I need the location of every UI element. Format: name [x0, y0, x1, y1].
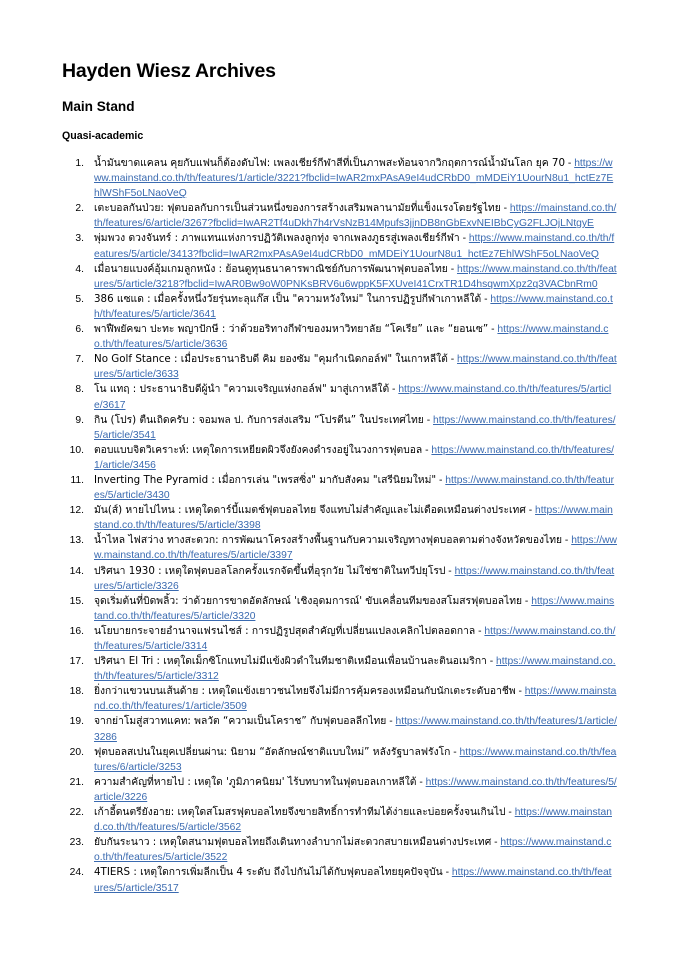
title-url-separator: -: [522, 595, 532, 607]
title-url-separator: -: [515, 686, 525, 698]
article-link[interactable]: https://www.mainstand.co.th/th/features/5/article/3541: [94, 414, 616, 441]
title-url-separator: -: [525, 505, 536, 517]
list-item-number: 12.: [69, 505, 84, 517]
article-title: ยับกันระนาว : เหตุใดสนามฟุตบอลไทยถึงเดินทางลำบากไม่สะดวกสบายเหมือนต่างประเทศ: [94, 836, 492, 849]
title-url-separator: -: [500, 203, 510, 215]
list-item-number: 4.: [75, 263, 84, 275]
title-url-separator: -: [505, 807, 515, 819]
list-item-number: 15.: [69, 595, 84, 607]
list-item: [62, 805, 617, 835]
title-url-separator: -: [447, 263, 457, 275]
list-item-body: [94, 594, 617, 624]
list-item: [62, 745, 617, 775]
list-item: [62, 775, 617, 805]
list-item-number: 2.: [75, 203, 84, 215]
list-item-number: 6.: [75, 324, 84, 336]
article-link[interactable]: https://www.mainstand.co.th/th/features/5/article/3517: [94, 867, 612, 894]
list-item: [62, 201, 617, 231]
title-url-separator: -: [386, 716, 396, 728]
list-item-body: [94, 262, 617, 292]
article-link[interactable]: https://www.mainstand.co.th/th/features/5/article/3641: [94, 293, 613, 320]
article-link[interactable]: https://www.mainstand.co.th/th/features/6/article/3253: [94, 746, 617, 773]
article-title: น้ำมันขาดแคลน คุยกับแฟนก็ต้องดับไฟ: เพลงเชียร์กีฬาสีที่เป็นภาพสะท้อนจากวิกฤตการณ์น้ำมันโลก ยุค 70: [94, 157, 566, 169]
list-item: [62, 564, 617, 594]
article-title: ฟุตบอลสเปนในยุคเปลี่ยนผ่าน: นิยาม “อัตลักษณ์ชาติแบบใหม่” หลังรัฐบาลฟรังโก: [94, 745, 451, 758]
list-item-body: [94, 714, 617, 744]
article-title: โน แทฤ : ประธานาธิบดีผู้นำ "ความเจริญแห่งกอล์ฟ" มาสู่เกาหลีใต้: [94, 383, 390, 396]
list-item-number: 1.: [75, 158, 84, 169]
article-title: พาฬืพยัคฆา ปะทะ พญาปักษี : ว่าด้วยอริทางกีฬาของมหาวิทยาลัย “โคเรีย” และ “ยอนเซ”: [94, 323, 489, 336]
article-title: 4TIERS : เหตุใดการเพิ่มลีกเป็น 4 ระดับ ถึงไปกันไม่ได้กับฟุตบอลไทยยุคปัจจุบัน: [94, 866, 443, 879]
article-link[interactable]: https://www.mainstand.co.th/th/features/5/article/3312: [94, 656, 616, 683]
title-url-separator: -: [488, 324, 498, 336]
list-item-body: [94, 805, 617, 835]
list-item-number: 20.: [69, 746, 84, 758]
article-title: 386 แซแด : เมื่อครั้งหนึ่งวัยรุ่นทะลุแก๊ส เป็น "ความหวังใหม่" ในการปฏิรูปกีฬาเกาหลีใต้: [94, 292, 482, 305]
list-item-number: 10.: [69, 444, 84, 456]
list-item-number: 16.: [69, 625, 84, 637]
title-url-separator: -: [481, 293, 491, 305]
list-item-number: 9.: [75, 414, 84, 426]
article-title: น้ำไหล ไฟสว่าง ทางสะดวก: การพัฒนาโครงสร้างพื้นฐานกับความเจริญทางฟุตบอลตามต่างจังหวัดของไทย: [94, 534, 563, 547]
title-url-separator: -: [423, 414, 433, 426]
list-item-number: 11.: [70, 474, 84, 486]
list-item-number: 8.: [75, 384, 84, 396]
title-url-separator: -: [416, 776, 426, 788]
list-item-number: 7.: [75, 354, 84, 366]
list-item: [62, 156, 617, 201]
list-item-body: [94, 624, 617, 654]
list-item: [62, 262, 617, 292]
list-item-body: [94, 201, 617, 231]
list-item-number: 5.: [75, 293, 84, 305]
article-link[interactable]: https://www.mainstand.co.th/th/features/5/article/3562: [94, 807, 612, 834]
list-item-number: 14.: [69, 565, 84, 577]
article-title: ปริศนา El Tri : เหตุใดเม็กซิโกแทบไม่มีแข้งผิวดำในทีมชาติเหมือนเพื่อนบ้านละตินอเมริกา: [94, 655, 487, 668]
list-item-body: [94, 322, 617, 352]
list-item-body: [94, 352, 617, 382]
article-link[interactable]: https://www.mainstand.co.th/th/features/1/article/3509: [94, 686, 617, 713]
list-item: [62, 413, 617, 443]
list-item-number: 21.: [69, 776, 84, 788]
article-title: มัน(ส์) หายไปไหน : เหตุใดดาร์บี้แมตช์ฟุตบอลไทย จึงแทบไม่สำคัญและไม่เดือดเหมือนต่างประเทศ: [94, 504, 526, 517]
list-item-number: 24.: [69, 867, 84, 879]
title-url-separator: -: [422, 444, 432, 456]
article-link[interactable]: https://mainstand.co.th/th/features/6/article/3267?fbclid=IwAR2Tf4uDkh7h4rVsNzB14Mpufs3jjnDB8nGbExvNEIBbCyG2FLJOjLNtgyE: [94, 203, 617, 230]
article-link[interactable]: https://www.mainstand.co.th/th/features/5/article/3326: [94, 565, 615, 592]
list-item-body: [94, 564, 617, 594]
title-url-separator: -: [436, 474, 446, 486]
article-link[interactable]: https://www.mainstand.co.th/th/features/5/article/3398: [94, 505, 613, 532]
title-url-separator: -: [491, 837, 501, 849]
list-item: [62, 865, 617, 895]
list-item: [62, 231, 617, 261]
article-link[interactable]: https://www.mainstand.co.th/th/features/5/article/3522: [94, 837, 612, 864]
list-item-body: [94, 654, 617, 684]
article-link[interactable]: https://www.mainstand.co.th/th/features/5/article/3413?fbclid=IwAR2mxPAsA9eI4udCRbD0_mMDEiY1UourN8u1_hctEz7EhlWShF5oLNaoVeQ: [94, 233, 615, 260]
list-item-number: 18.: [69, 686, 84, 698]
title-url-separator: -: [565, 158, 575, 169]
title-url-separator: -: [562, 535, 572, 547]
list-item-body: [94, 684, 617, 714]
page-title: Hayden Wiesz Archives: [62, 60, 276, 82]
article-title: เตะบอลกันป่วย: ฟุตบอลกับการเป็นส่วนหนึ่งของการสร้างเสริมพลานามัยที่แข็งแรงโดยรัฐไทย: [94, 202, 501, 215]
list-item-body: [94, 443, 617, 473]
section-heading: Quasi-academic: [62, 130, 144, 142]
article-title: จุดเริ่มต้นที่บิดพลิ้ว: ว่าด้วยการขาดอัตลักษณ์ 'เชิงอุดมการณ์' ขับเคลื่อนทีมของสโมสรฟุตบอลไทย: [94, 594, 523, 607]
title-url-separator: -: [475, 625, 485, 637]
article-link[interactable]: https://www.mainstand.co.th/th/features/5/article/3226: [94, 776, 617, 803]
list-item: [62, 835, 617, 865]
list-item-body: [94, 473, 617, 503]
list-item-body: [94, 413, 617, 443]
list-item: [62, 292, 617, 322]
article-title: ความสำคัญที่หายไป : เหตุใด 'ภูมิภาคนิยม' ไร้บทบาทในฟุตบอลเกาหลีใต้: [94, 775, 417, 788]
article-link[interactable]: https://www.mainstand.co.th/th/features/5/article/3397: [94, 535, 617, 562]
list-item: [62, 533, 617, 563]
list-item: [62, 443, 617, 473]
article-title: เก้าอี้ดนตรียังอาย: เหตุใดสโมสรฟุตบอลไทยจึงขายสิทธิ์การทำทีมได้ง่ายและบ่อยครั้งจนเกินไป: [94, 806, 506, 819]
article-title: จากย่าโมสู่สวาทแคท: พลวัต “ความเป็นโคราช” กับฟุตบอลลีกไทย: [94, 715, 387, 728]
list-item-number: 22.: [69, 807, 84, 819]
list-item: [62, 624, 617, 654]
article-title: ตอบแบบจิตวิเคราะห์: เหตุใดการเหยียดผิวจึงยังคงดำรงอยู่ในวงการฟุตบอล: [94, 443, 423, 456]
article-link[interactable]: https://www.mainstand.co.th/th/features/5/article/3314: [94, 625, 616, 652]
article-link[interactable]: https://www.mainstand.co.th/th/features/5/article/3636: [94, 324, 609, 351]
list-item-body: [94, 503, 617, 533]
article-list: [62, 156, 617, 896]
document-subtitle: Main Stand: [62, 99, 135, 114]
list-item-body: [94, 745, 617, 775]
article-link[interactable]: https://www.mainstand.co.th/th/features/5/article/3218?fbclid=IwAR0Bw9oW0PNKsBRV6u6wppK5FXUveI41CrxTR1D4hsqwmXpz2q3VACbnRm0: [94, 263, 617, 290]
article-title: Inverting The Pyramid : เมื่อการเล่น "เพรสซิ่ง" มากับสังคม "เสรีนิยมใหม่": [94, 473, 437, 486]
list-item-body: [94, 382, 617, 412]
article-link[interactable]: https://www.mainstand.co.th/th/features/5/article/3320: [94, 595, 615, 622]
article-link[interactable]: https://www.mainstand.co.th/th/features/5/article/3617: [94, 384, 612, 411]
list-item-number: 17.: [69, 656, 84, 668]
title-url-separator: -: [450, 746, 460, 758]
list-item: [62, 714, 617, 744]
title-url-separator: -: [459, 233, 469, 245]
list-item-number: 13.: [69, 535, 84, 547]
article-link[interactable]: https://www.mainstand.co.th/th/features/5/article/3633: [94, 354, 617, 381]
list-item: [62, 352, 617, 382]
list-item-body: [94, 533, 617, 563]
article-link[interactable]: https://www.mainstand.co.th/th/features/1/article/3221?fbclid=IwAR2mxPAsA9eI4udCRbD0_mMDEiY1UourN8u1_hctEz7EhlWShF5oLNaoVeQ: [94, 158, 614, 200]
article-title: กิน (โปร) ตืนเถิดครับ : จอมพล ป. กับการส่งเสริม “โปรตีน” ในประเทศไทย: [94, 413, 424, 426]
list-item: [62, 473, 617, 503]
list-item-number: 23.: [69, 837, 84, 849]
article-title: พุ่มพวง ดวงจันทร์ : ภาพแทนแห่งการปฏิวัติเพลงลูกทุ่ง จากเพลงภูธรสู่เพลงเชียร์กีฬา: [94, 232, 460, 245]
list-item: [62, 654, 617, 684]
list-item-number: 19.: [69, 716, 84, 728]
list-item-body: [94, 156, 617, 201]
list-item-body: [94, 835, 617, 865]
title-url-separator: -: [442, 867, 452, 879]
list-item-body: [94, 292, 617, 322]
list-item-body: [94, 231, 617, 261]
article-title: ยิ่งกว่าแขวนบนเส้นด้าย : เหตุใดแข้งเยาวชนไทยจึงไม่มีการคุ้มครองเหมือนกับนักเตะระดับอาชีพ: [94, 685, 516, 698]
title-url-separator: -: [486, 656, 496, 668]
list-item-body: [94, 775, 617, 805]
article-link[interactable]: https://www.mainstand.co.th/th/features/1/article/3286: [94, 716, 617, 743]
list-item-body: [94, 865, 617, 895]
title-url-separator: -: [447, 354, 458, 366]
list-item: [62, 684, 617, 714]
article-title: นโยบายกระจายอำนาจแฟรนไชส์ : การปฏิรูปสุดสำคัญที่เปลี่ยนแปลงเคลิกไปตลอดกาล: [94, 624, 476, 637]
list-item: [62, 503, 617, 533]
article-title: No Golf Stance : เมื่อประธานาธิบดี คิม ยองซัม "คุมกำเนิดกอล์ฟ" ในเกาหลีใต้: [94, 353, 448, 366]
article-link[interactable]: https://www.mainstand.co.th/th/features/5/article/3430: [94, 474, 615, 502]
title-url-separator: -: [389, 384, 399, 396]
title-url-separator: -: [445, 565, 455, 577]
list-item-number: 3.: [75, 233, 84, 245]
list-item: [62, 594, 617, 624]
article-title: ปริศนา 1930 : เหตุใดฟุตบอลโลกครั้งแรกจัดขึ้นที่อุรุกวัย ไม่ใช่ชาติในทวีปยุโรป: [94, 564, 446, 577]
article-title: เมื่อนายแบงค์อุ้มเกมลูกหนัง : ย้อนดูทุนธนาคารพาณิชย์กับการพัฒนาฟุตบอลไทย: [94, 262, 448, 275]
list-item: [62, 322, 617, 352]
list-item: [62, 382, 617, 412]
article-link[interactable]: https://www.mainstand.co.th/th/features/1/article/3456: [94, 444, 614, 471]
